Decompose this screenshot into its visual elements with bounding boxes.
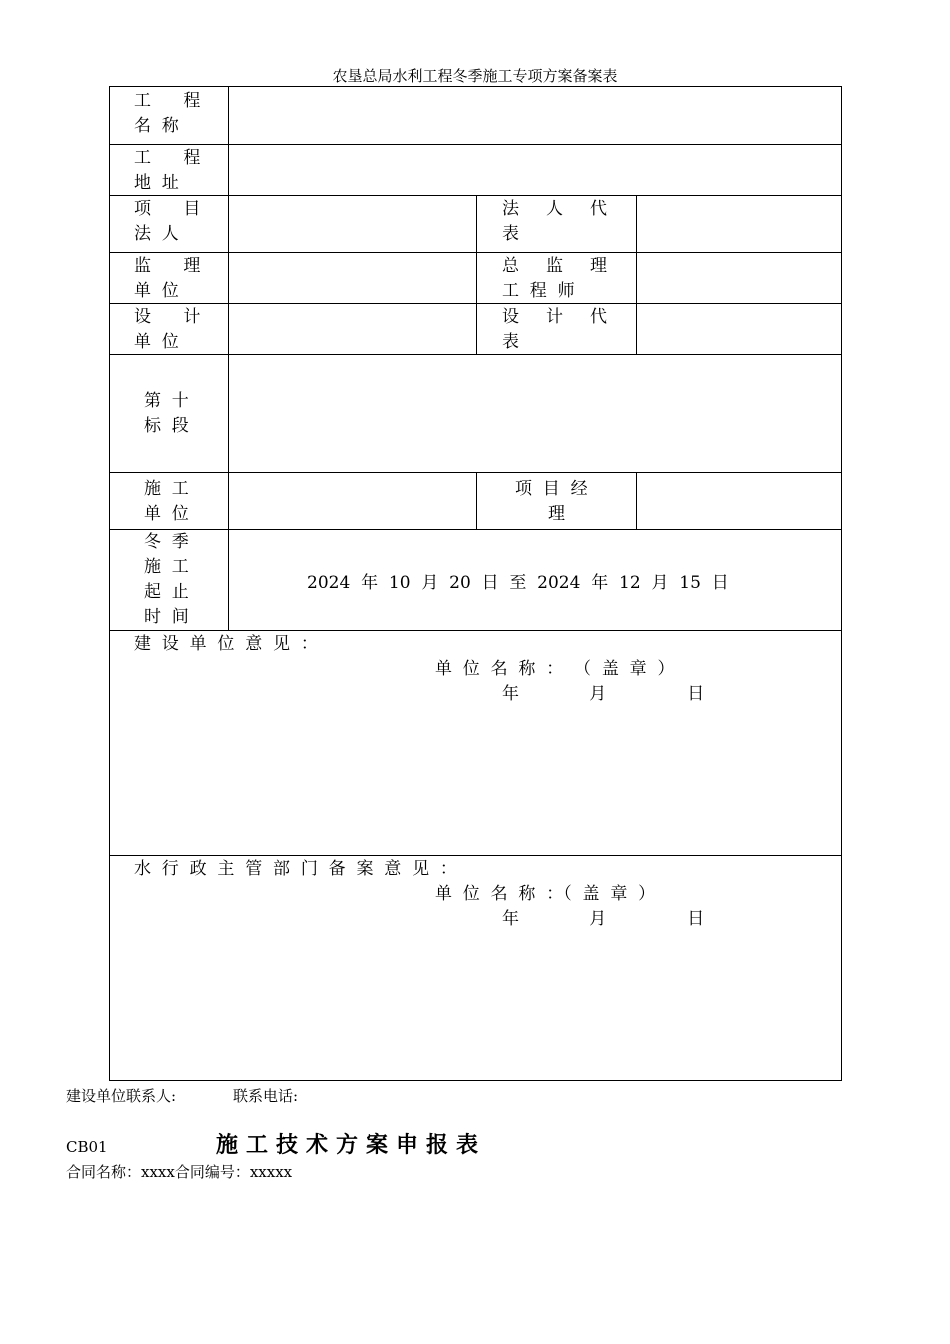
- winter-period-label: 时 间: [144, 607, 189, 627]
- supervision-unit-label: 单 位: [134, 281, 179, 301]
- project-legal-label: 项 目: [134, 199, 201, 219]
- contractor-label: 单 位: [144, 504, 189, 524]
- design-representative-label: 设 计 代: [502, 307, 608, 327]
- winter-period-label: 冬 季: [144, 532, 189, 552]
- contact-phone-label: 联系电话:: [233, 1087, 299, 1105]
- legal-representative-label: 表: [502, 224, 519, 244]
- builder-date: 年 月 日: [502, 684, 705, 704]
- winter-period-label: 起 止: [144, 582, 189, 602]
- chief-supervisor-label: 总 监 理: [502, 256, 608, 276]
- design-unit-label: 设 计: [134, 307, 201, 327]
- column-divider: [636, 195, 637, 354]
- column-divider: [636, 472, 637, 529]
- supervision-unit-label: 监 理: [134, 256, 201, 276]
- filing-table: [109, 86, 842, 1081]
- row-divider: [110, 144, 841, 145]
- column-divider: [476, 195, 477, 354]
- project-manager-label: 理: [548, 504, 565, 524]
- design-representative-label: 表: [502, 332, 519, 352]
- winter-period-label: 施 工: [144, 557, 189, 577]
- chief-supervisor-label: 工 程 师: [502, 281, 575, 301]
- project-manager-label: 项 目 经: [515, 479, 588, 499]
- row-divider: [110, 529, 841, 530]
- section-label: 标 段: [144, 416, 189, 436]
- document-title: 农垦总局水利工程冬季施工专项方案备案表: [332, 67, 618, 85]
- section-label: 第 十: [144, 391, 189, 411]
- column-divider: [228, 87, 229, 630]
- project-name-label: 工 程: [134, 91, 201, 111]
- contract-line: 合同名称：xxxx合同编号：xxxxx: [66, 1163, 293, 1181]
- design-unit-label: 单 位: [134, 332, 179, 352]
- row-divider: [110, 630, 841, 631]
- project-name-label: 名 称: [134, 116, 179, 136]
- water-admin-opinion-heading: 水 行 政 主 管 部 门 备 案 意 见 ：: [134, 859, 457, 879]
- builder-unit-seal: 单 位 名 称 ： （ 盖 章 ）: [435, 659, 675, 679]
- contact-person-label: 建设单位联系人:: [66, 1087, 177, 1105]
- form-code: CB01: [66, 1138, 108, 1156]
- project-legal-label: 法 人: [134, 224, 179, 244]
- water-admin-date: 年 月 日: [502, 909, 705, 929]
- builder-opinion-heading: 建 设 单 位 意 见 ：: [134, 634, 318, 654]
- form-title: 施工技术方案申报表: [216, 1132, 487, 1158]
- project-address-label: 地 址: [134, 173, 179, 193]
- contractor-label: 施 工: [144, 479, 189, 499]
- winter-period-value[interactable]: 2024 年 10 月 20 日 至 2024 年 12 月 15 日: [307, 573, 729, 593]
- legal-representative-label: 法 人 代: [502, 199, 608, 219]
- water-admin-unit-seal: 单 位 名 称 ：（ 盖 章 ）: [435, 884, 656, 904]
- row-divider: [110, 855, 841, 856]
- row-divider: [110, 354, 841, 355]
- project-address-label: 工 程: [134, 148, 201, 168]
- column-divider: [476, 472, 477, 529]
